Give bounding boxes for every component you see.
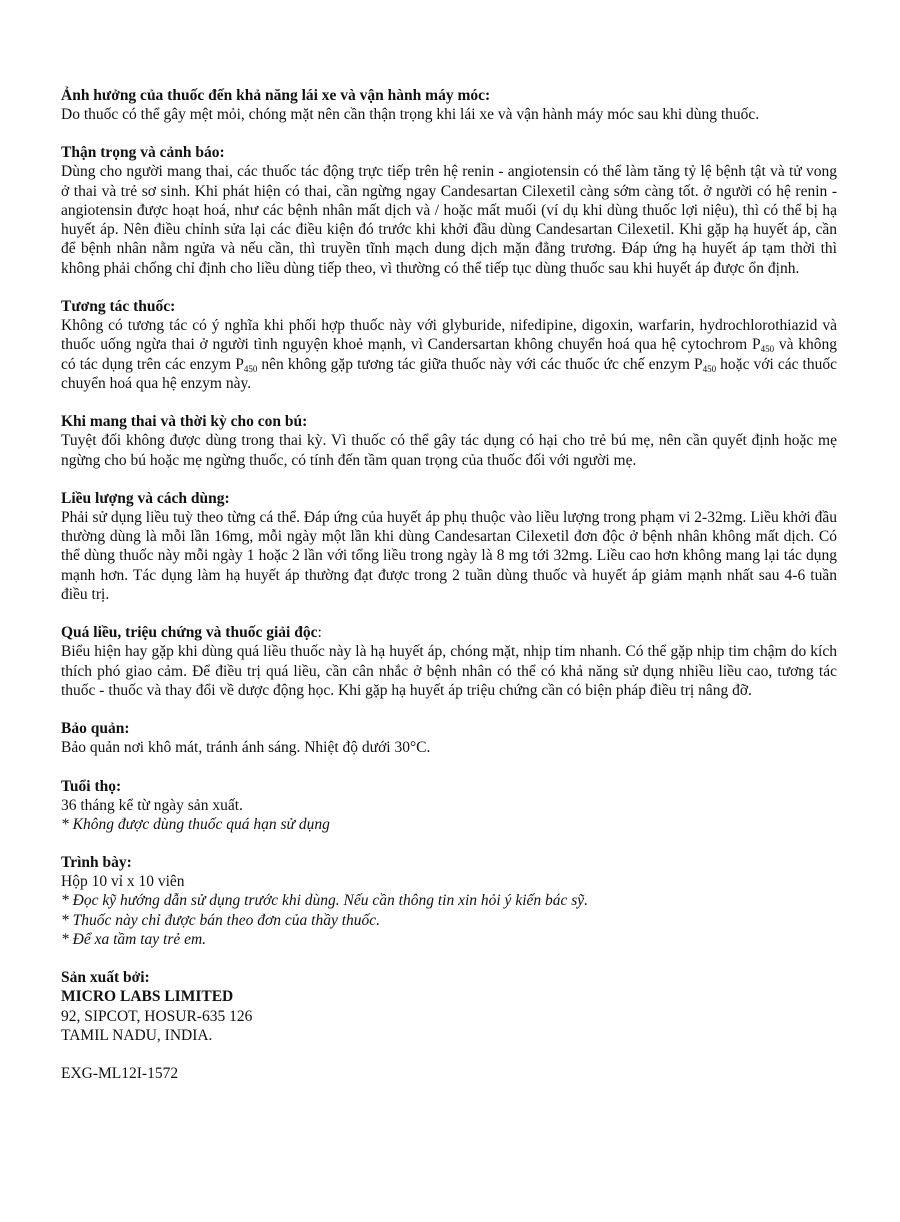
section-body: Biểu hiện hay gặp khi dùng quá liều thuốc này là hạ huyết áp, chóng mặt, nhịp tim nhanh. Có thể gặp nhịp tim chậm do kích thích phó giao cảm. Để điều trị quá liều, cần cân nhắc ở bệnh nhân có thể có khả năng sử dụng nhiều liều cao, tương tác thuốc - thuốc và thay đổi về dược động học. Khi gặp hạ huyết áp triệu chứng cần có biện pháp điều trị nâng đỡ. xyxy=(61,643,837,699)
text-part: Không có tương tác có ý nghĩa khi phối hợp thuốc này với glyburide, nifedipine, digoxin, warfarin, hydrochlorothiazid và thuốc uống ngừa thai ở người tình nguyện khoẻ mạnh, vì Candersartan không chuyển hoá qua hệ cytochrom P xyxy=(61,317,837,354)
section-body: Dùng cho người mang thai, các thuốc tác động trực tiếp trên hệ renin - angiotensin có thể làm tăng tỷ lệ bệnh tật và tử vong ở thai và trẻ sơ sinh. Khi phát hiện có thai, cần ngừng ngay Candesartan Cilexetil càng sớm càng tốt. ở người có hệ renin - angiotensin được hoạt hoá, như các bệnh nhân mất dịch và / hoặc mất muối (ví dụ khi dùng thuốc lợi niệu), thì có thể bị hạ huyết áp. Nên điều chỉnh sửa lại các điều kiện đó trước khi khởi đầu dùng Candesartan Cilexetil. Khi gặp hạ huyết áp, cần để bệnh nhân nằm ngửa và nếu cần, thì truyền tĩnh mạch dung dịch mặn đẳng trương. Đáp ứng hạ huyết áp tạm thời thì không phải chống chỉ định cho liều dùng tiếp theo, vì thường có thể tiếp tục dùng thuốc sau khi huyết áp được ổn định. xyxy=(61,163,837,277)
subscript: 450 xyxy=(760,344,775,355)
presentation-note: * Đọc kỹ hướng dẫn sử dụng trước khi dùng. Nếu cần thông tin xin hỏi ý kiến bác sỹ. xyxy=(61,892,589,910)
section-body xyxy=(61,316,837,393)
section-title: Thận trọng và cảnh báo: xyxy=(61,144,225,162)
document-code: EXG-ML12I-1572 xyxy=(61,1065,179,1083)
section-title: Sản xuất bởi: xyxy=(61,969,150,987)
text-part: và không có tác dụng trên các enzym P xyxy=(61,336,837,373)
section-title: Ảnh hưởng của thuốc đến khả năng lái xe và vận hành máy móc: xyxy=(61,87,491,104)
section-body: Do thuốc có thể gây mệt mỏi, chóng mặt nên cần thận trọng khi lái xe và vận hành máy móc sau khi dùng thuốc. xyxy=(61,106,760,123)
section-driving xyxy=(61,86,837,124)
section-pregnancy xyxy=(61,412,837,470)
section-overdose xyxy=(61,623,837,700)
section-title: Tuổi thọ: xyxy=(61,777,122,795)
section-manufacturer xyxy=(61,968,837,1045)
section-title-colon: : xyxy=(317,624,322,642)
shelf-life-note: * Không được dùng thuốc quá hạn sử dụng xyxy=(61,815,330,833)
subscript: 450 xyxy=(702,363,717,374)
section-title: Trình bày: xyxy=(61,854,132,872)
section-interactions xyxy=(61,297,837,393)
section-storage xyxy=(61,719,837,757)
section-caution xyxy=(61,143,837,278)
manufacturer-address: 92, SIPCOT, HOSUR-635 126 xyxy=(61,1007,253,1025)
section-title: Tương tác thuốc: xyxy=(61,298,176,316)
leaflet-page xyxy=(61,86,837,1083)
section-title xyxy=(61,623,837,642)
text-part: nên không gặp tương tác giữa thuốc này với các thuốc ức chế enzym P xyxy=(257,355,703,373)
presentation-note: * Để xa tầm tay trẻ em. xyxy=(61,931,207,949)
text-part: hoặc với các thuốc chuyển hoá qua hệ enzym này. xyxy=(61,355,837,392)
manufacturer-address: TAMIL NADU, INDIA. xyxy=(61,1026,213,1044)
section-title: Khi mang thai và thời kỳ cho con bú: xyxy=(61,413,308,431)
section-shelf-life xyxy=(61,777,837,835)
section-presentation xyxy=(61,853,837,949)
section-body: Phải sử dụng liều tuỳ theo từng cá thể. Đáp ứng của huyết áp phụ thuộc vào liều lượng trong phạm vi 2-32mg. Liều khởi đầu thường dùng là mỗi lần 16mg, mỗi ngày một lần khi dùng Candesartan Cilexetil đơn độc ở bệnh nhân không mất dịch. Có thể dùng thuốc này mỗi ngày 1 hoặc 2 lần với tổng liều trong ngày là 8 mg tới 32mg. Liều cao hơn không mang lại tác dụng mạnh hơn. Tác dụng làm hạ huyết áp thường đạt được trong 2 tuần dùng thuốc và huyết áp giảm mạnh nhất sau 4-6 tuần điều trị. xyxy=(61,508,837,604)
section-title: Liều lượng và cách dùng: xyxy=(61,489,230,507)
section-body: Bảo quản nơi khô mát, tránh ánh sáng. Nhiệt độ dưới 30°C. xyxy=(61,739,431,757)
subscript: 450 xyxy=(243,363,258,374)
section-title: Bảo quản: xyxy=(61,720,130,738)
presentation-note: * Thuốc này chỉ được bán theo đơn của thầy thuốc. xyxy=(61,911,381,929)
shelf-life-value: 36 tháng kể từ ngày sản xuất. xyxy=(61,796,243,814)
presentation-pack: Hộp 10 vỉ x 10 viên xyxy=(61,873,185,891)
section-dosage xyxy=(61,489,837,604)
section-title-text: Quá liều, triệu chứng và thuốc giải độc xyxy=(61,624,318,642)
section-body: Tuyệt đối không được dùng trong thai kỳ. Vì thuốc có thể gây tác dụng có hại cho trẻ bú mẹ, nên cần quyết định hoặc mẹ ngừng cho bú hoặc mẹ ngừng thuốc, có tính đến tầm quan trọng của thuốc đối với người mẹ. xyxy=(61,432,837,469)
manufacturer-name: MICRO LABS LIMITED xyxy=(61,988,234,1006)
